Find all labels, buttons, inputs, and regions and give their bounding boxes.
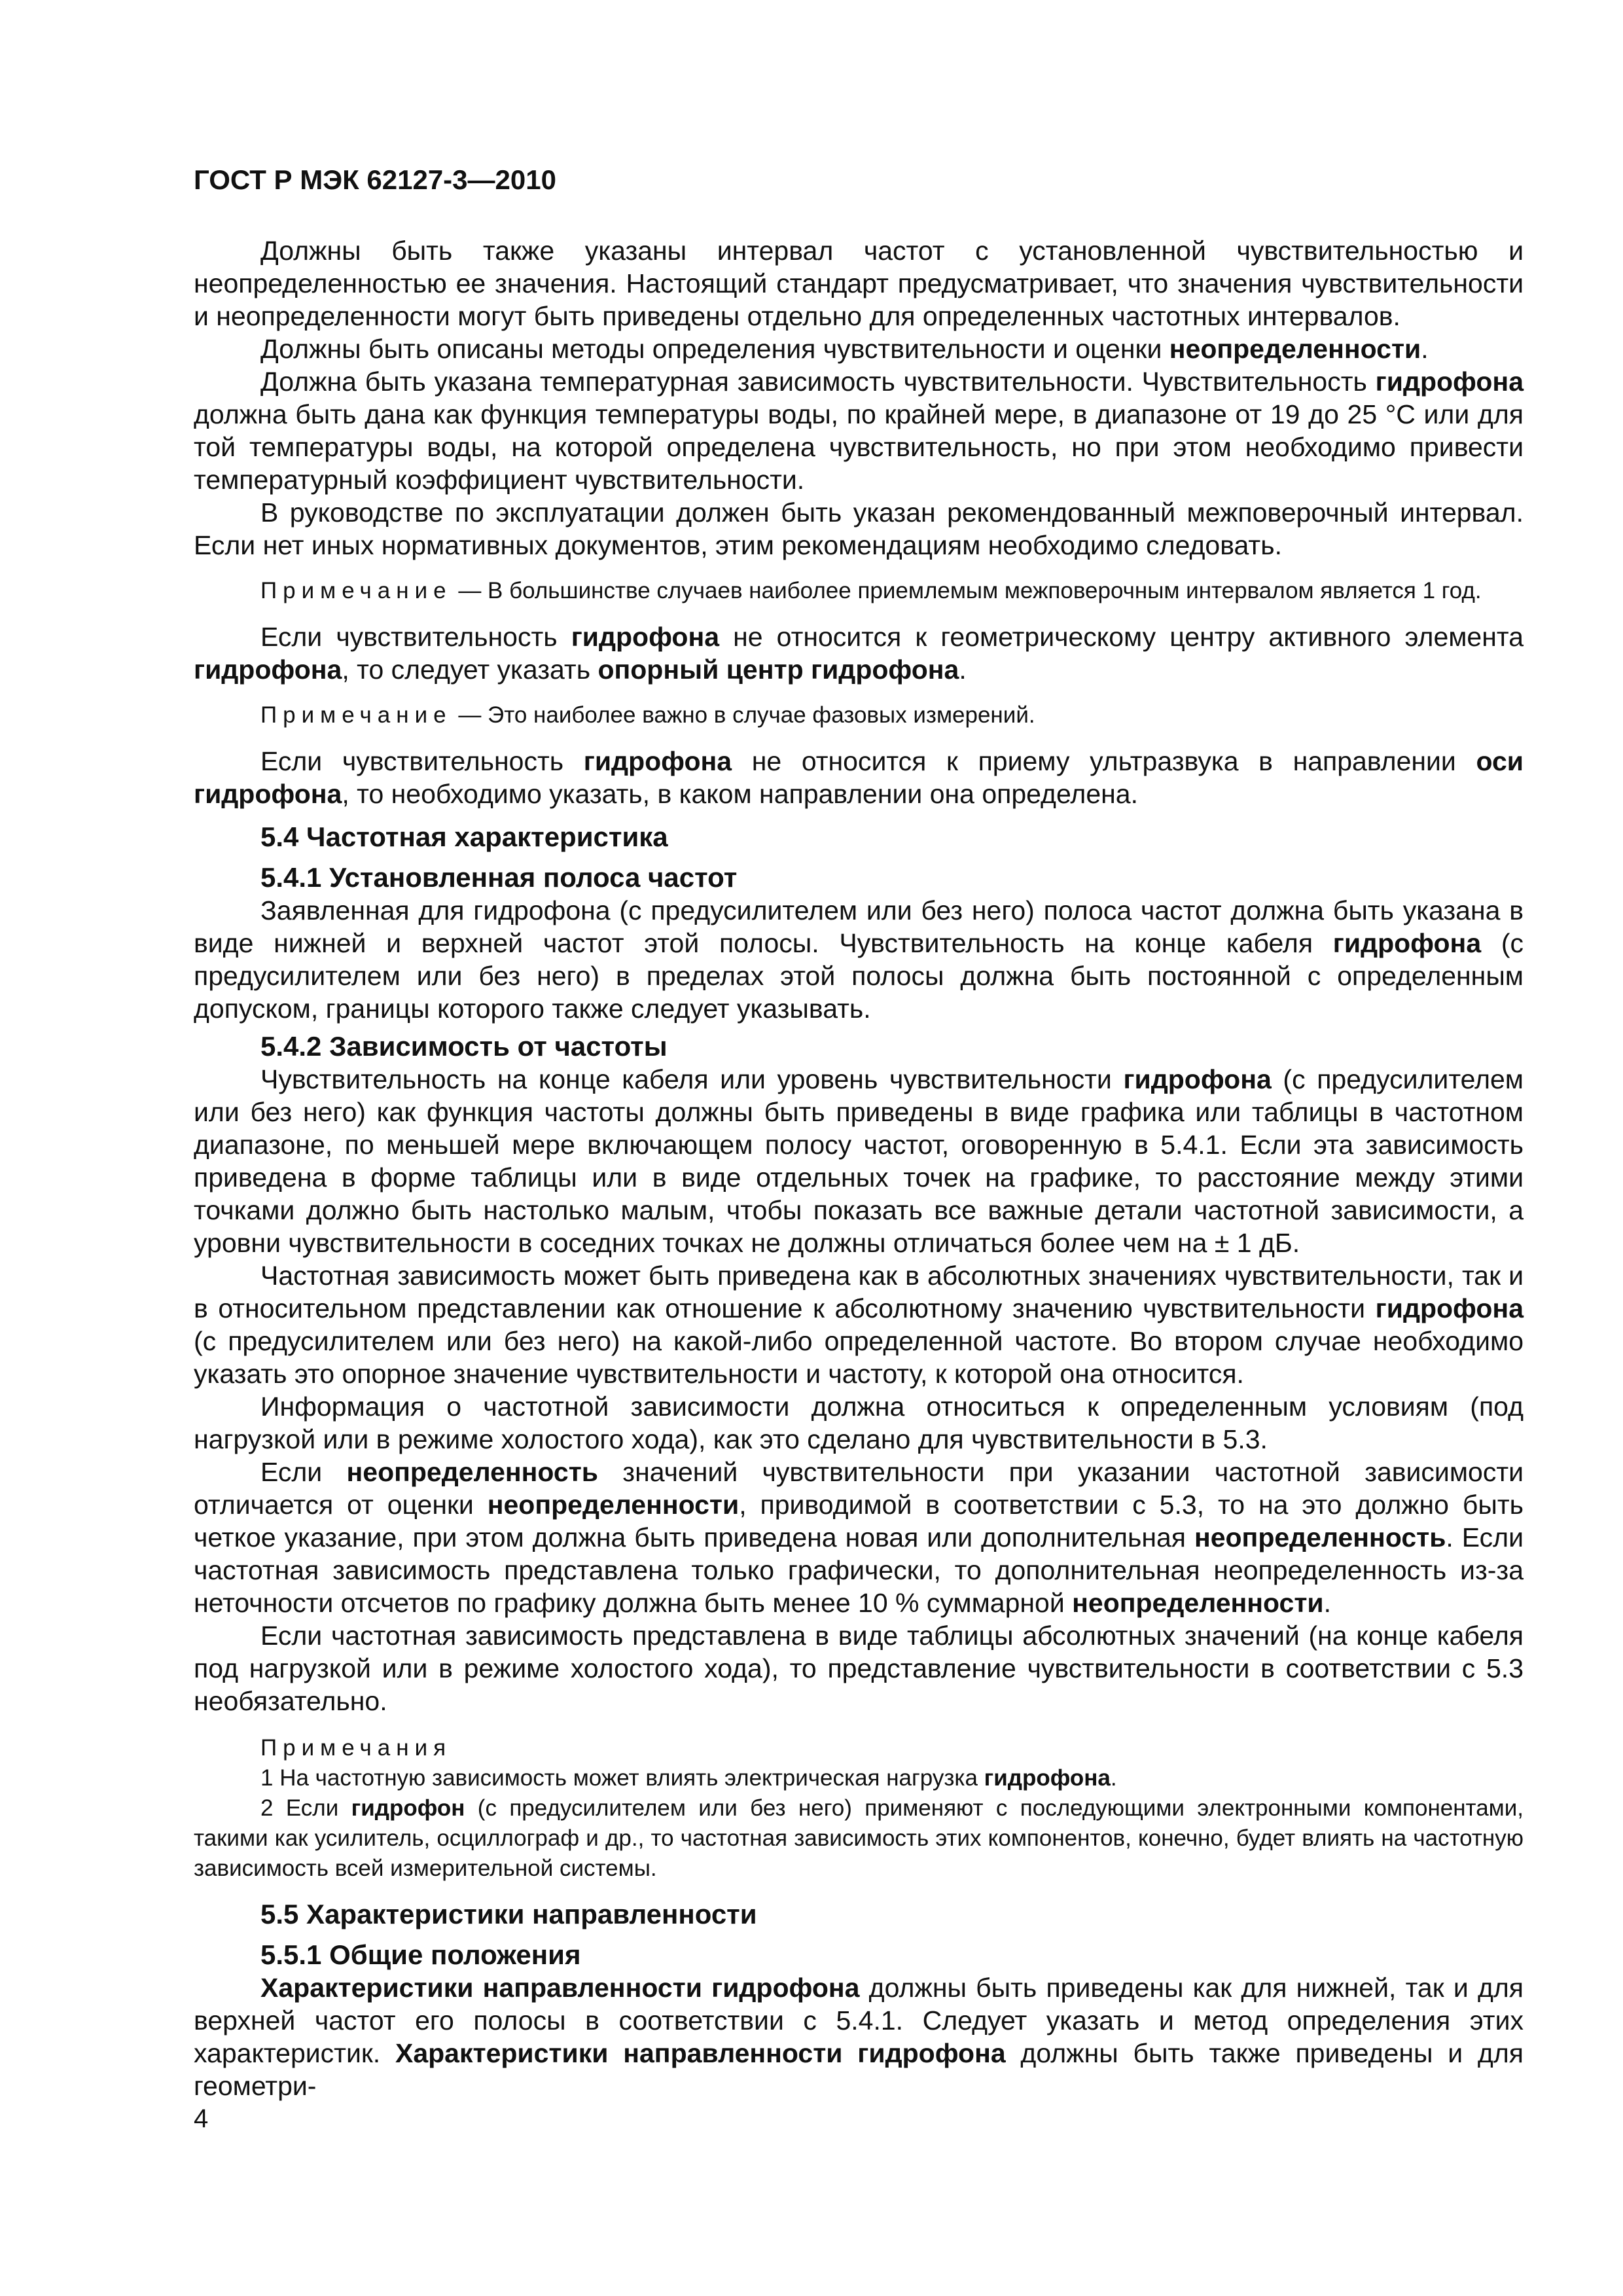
document-header: ГОСТ Р МЭК 62127-3—2010	[194, 164, 556, 195]
paragraph-10: Информация о частотной зависимости должна относиться к определенным условиям (под нагрузкой или в режиме холостого хода), как это сделано для чувствительности в 5.3.	[194, 1391, 1524, 1454]
paragraph-8: Чувствительность на конце кабеля или уровень чувствительности гидрофона (с предусилителем или без него) как функция частоты должны быть приведены в виде графика или таблицы в частотном диапазоне, по меньшей мере включающем полосу частот, оговоренную в 5.4.1. Если эта зависимость приведена в форме таблицы или в виде отдельных точек на графике, то расстояние между этими точками должно быть настолько малым, чтобы показать все важные детали частотной зависимости, а уровни чувствительности в соседних точках не должны отличаться более чем на ± 1 дБ.	[194, 1064, 1524, 1258]
paragraph-11: Если неопределенность значений чувствительности при указании частотной зависимости отличается от оценки неопределенности, приводимой в соответствии с 5.3, то на это должно быть четкое указание, при этом должна быть приведена новая или дополнительная неопределенность. Если частотная зависимость представлена только графически, то дополнительная неопределенность из-за неточности отсчетов по графику должна быть менее 10 % суммарной неопределенности.	[194, 1457, 1524, 1618]
notes-title: Примечания	[260, 1735, 452, 1761]
paragraph-6: Если чувствительность гидрофона не относится к приему ультразвука в направлении оси гидрофона, то необходимо указать, в каком направлении она определена.	[194, 746, 1524, 809]
section-5-5-1-title: 5.5.1 Общие положения	[260, 1939, 581, 1970]
page-number: 4	[194, 2104, 209, 2133]
paragraph-12: Если частотная зависимость представлена в виде таблицы абсолютных значений (на конце кабеля под нагрузкой или в режиме холостого хода), то представление чувствительности в соответствии с 5.3 необязательно.	[194, 1621, 1524, 1716]
paragraph-4: В руководстве по эксплуатации должен быть указан рекомендованный межповерочный интервал. Если нет иных нормативных документов, этим рекомендациям необходимо следовать.	[194, 497, 1524, 560]
note-1: Примечание — В большинстве случаев наиболее приемлемым межповерочным интервалом является 1 год.	[260, 578, 1482, 603]
note-2: Примечание — Это наиболее важно в случае фазовых измерений.	[260, 702, 1035, 728]
section-5-4-2-title: 5.4.2 Зависимость от частоты	[260, 1031, 668, 1062]
paragraph-1: Должны быть также указаны интервал частот с установленной чувствительностью и неопределенностью ее значения. Настоящий стандарт предусматривает, что значения чувствительности и неопределенности могут быть приведены отдельно для определенных частотных интервалов.	[194, 236, 1524, 331]
paragraph-2: Должны быть описаны методы определения чувствительности и оценки неопределенности.	[260, 334, 1429, 364]
note-item-1: 1 На частотную зависимость может влиять электрическая нагрузка гидрофона.	[260, 1765, 1117, 1791]
paragraph-3: Должна быть указана температурная зависимость чувствительности. Чувствительность гидрофона должна быть дана как функция температуры воды, по крайней мере, в диапазоне от 19 до 25 °С или для той температуры воды, на которой определена чувствительность, но при этом необходимо привести температурный коэффициент чувствительности.	[194, 367, 1524, 495]
section-5-4-title: 5.4 Частотная характеристика	[260, 821, 668, 852]
paragraph-5: Если чувствительность гидрофона не относится к геометрическому центру активного элемента гидрофона, то следует указать опорный центр гидрофона.	[194, 622, 1524, 685]
paragraph-13: Характеристики направленности гидрофона должны быть приведены как для нижней, так и для верхней частот его полосы в соответствии с 5.4.1. Следует указать и метод определения этих характеристик. Характеристики направленности гидрофона должны быть также приведены и для геометри-	[194, 1973, 1524, 2101]
document-page	[194, 164, 1524, 2102]
note-item-2: 2 Если гидрофон (с предусилителем или без него) применяют с последующими электронными компонентами, такими как усилитель, осциллограф и др., то частотная зависимость этих компонентов, конечно, будет влиять на частотную зависимость всей измерительной системы.	[194, 1795, 1524, 1881]
paragraph-9: Частотная зависимость может быть приведена как в абсолютных значениях чувствительности, так и в относительном представлении как отношение к абсолютному значению чувствительности гидрофона (с предусилителем или без него) на какой-либо определенной частоте. Во втором случае необходимо указать это опорное значение чувствительности и частоту, к которой она относится.	[194, 1261, 1524, 1389]
paragraph-7: Заявленная для гидрофона (с предусилителем или без него) полоса частот должна быть указана в виде нижней и верхней частот этой полосы. Чувствительность на конце кабеля гидрофона (с предусилителем или без него) в пределах этой полосы должна быть постоянной с определенным допуском, границы которого также следует указывать.	[194, 895, 1524, 1024]
section-5-4-1-title: 5.4.1 Установленная полоса частот	[260, 862, 738, 893]
section-5-5-title: 5.5 Характеристики направленности	[260, 1899, 757, 1929]
